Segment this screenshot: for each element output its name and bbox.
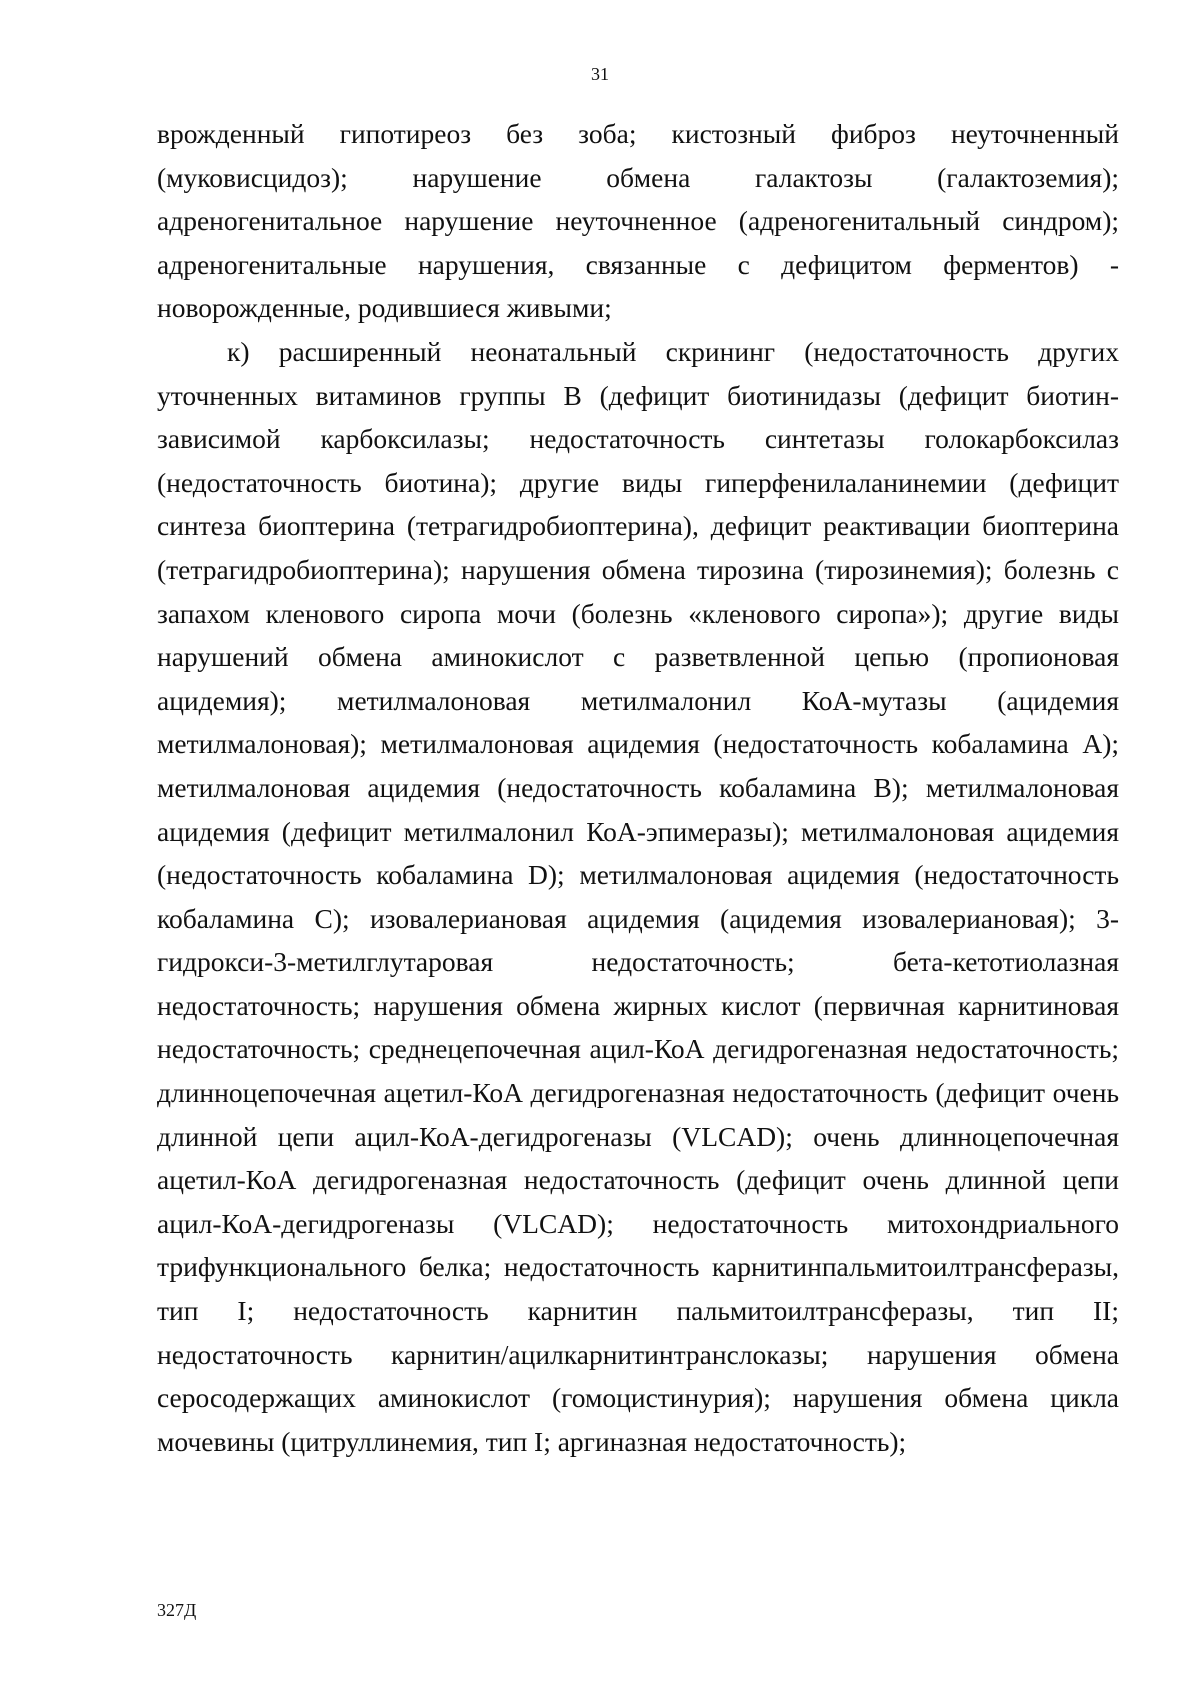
document-body bbox=[157, 112, 1119, 1463]
page-number: 31 bbox=[591, 64, 609, 84]
document-code: 327Д bbox=[157, 1600, 197, 1620]
paragraph-item-k: к) расширенный неонатальный скрининг (недостаточность других уточненных витаминов группы В (дефицит биотинидазы (дефицит биотин-зависимой карбоксилазы; недостаточность синтетазы голокарбоксилаз (недостаточность биотина); другие виды гиперфенилаланинемии (дефицит синтеза биоптерина (тетрагидробиоптерина), дефицит реактивации биоптерина (тетрагидробиоптерина); нарушения обмена тирозина (тирозинемия); болезнь с запахом кленового сиропа мочи (болезнь «кленового сиропа»); другие виды нарушений обмена аминокислот с разветвленной цепью (пропионовая ацидемия); метилмалоновая метилмалонил КоА-мутазы (ацидемия метилмалоновая); метилмалоновая ацидемия (недостаточность кобаламина А); метилмалоновая ацидемия (недостаточность кобаламина В); метилмалоновая ацидемия (дефицит метилмалонил КоА-эпимеразы); метилмалоновая ацидемия (недостаточность кобаламина D); метилмалоновая ацидемия (недостаточность кобаламина С); изовалериановая ацидемия (ацидемия изовалериановая); 3-гидрокси-3-метилглутаровая недостаточность; бета-кетотиолазная недостаточность; нарушения обмена жирных кислот (первичная карнитиновая недостаточность; среднецепочечная ацил-КоА дегидрогеназная недостаточность; длинноцепочечная ацетил-КоА дегидрогеназная недостаточность (дефицит очень длинной цепи ацил-КоА-дегидрогеназы (VLCAD); очень длинноцепочечная ацетил-КоА дегидрогеназная недостаточность (дефицит очень длинной цепи ацил-КоА-дегидрогеназы (VLCAD); недостаточность митохондриального трифункционального белка; недостаточность карнитинпальмитоилтрансферазы, тип I; недостаточность карнитин пальмитоилтрансферазы, тип II; недостаточность карнитин/ацилкарнитинтранслоказы; нарушения обмена серосодержащих аминокислот (гомоцистинурия); нарушения обмена цикла мочевины (цитруллинемия, тип I; аргиназная недостаточность); bbox=[157, 335, 1119, 1457]
paragraph-continuation: врожденный гипотиреоз без зоба; кистозный фиброз неуточненный (муковисцидоз); нарушение обмена галактозы (галактоземия); адреногенитальное нарушение неуточненное (адреногенитальный синдром); адреногенитальные нарушения, связанные с дефицитом ферментов) - новорожденные, родившиеся живыми; bbox=[157, 118, 1119, 324]
